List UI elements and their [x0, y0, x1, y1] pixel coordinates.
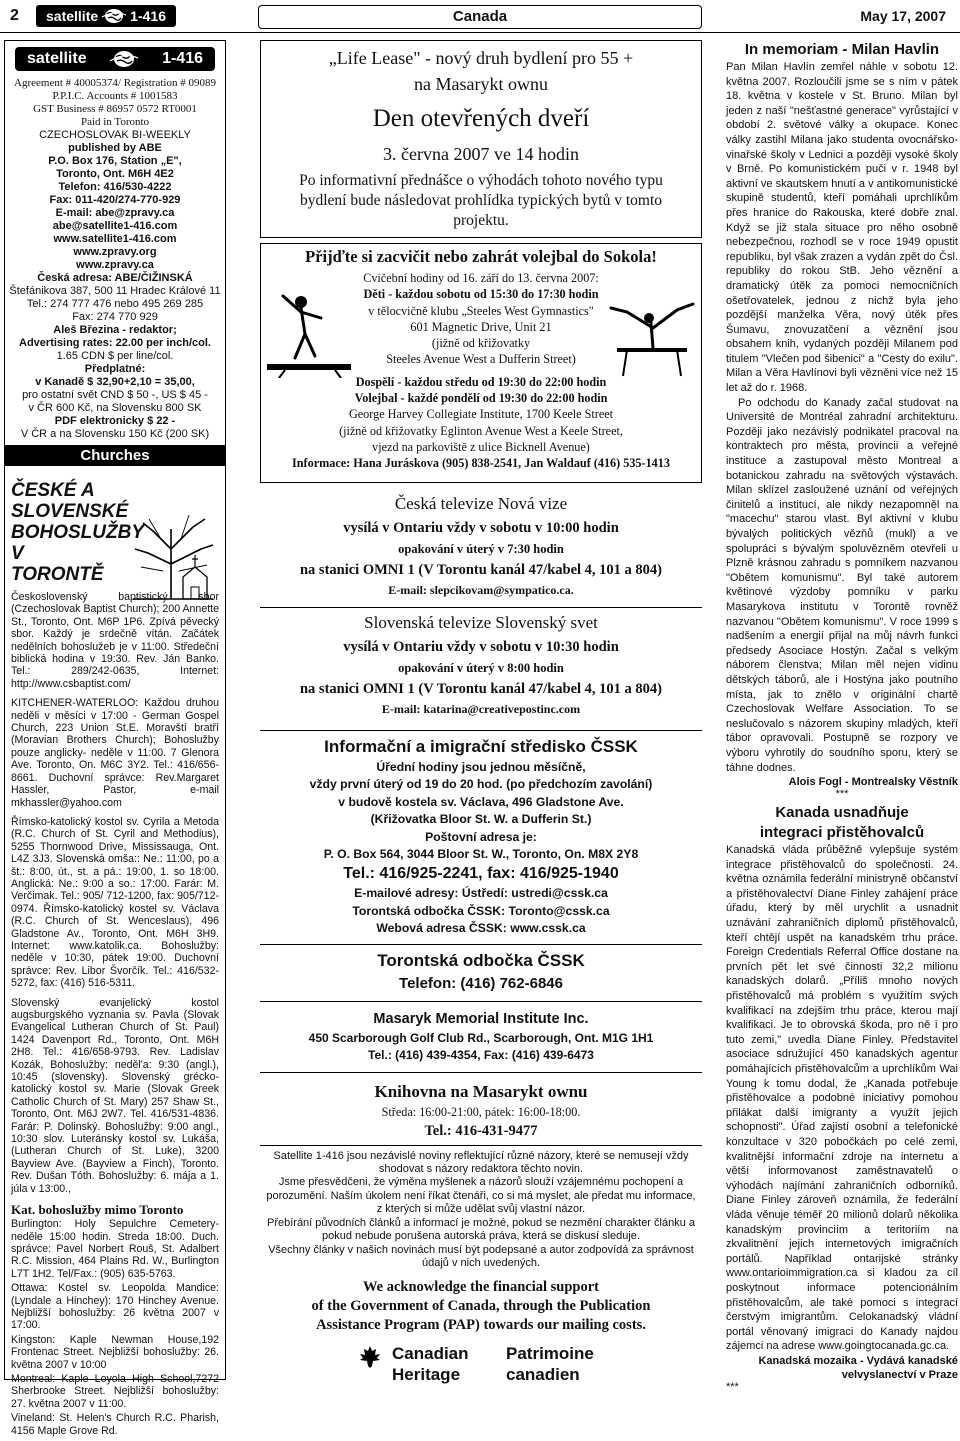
life-lease-box: [260, 40, 702, 238]
life-lease-date: 3. června 2007 ve 14 hodin: [383, 144, 579, 164]
immigration-text: [726, 843, 958, 1354]
cssk-box: [260, 730, 702, 938]
sokol-line-3: 601 Magnetic Drive, Unit 21: [410, 319, 552, 334]
cssk-line-0: Úřední hodiny jsou jednou měsíčně,: [376, 760, 586, 774]
slovak-tv-line3: na stanici OMNI 1 (V Torontu kanál 47/kabel 4, 101 a 804): [299, 681, 663, 697]
masthead-line-6: P.O. Box 176, Station „E",: [48, 155, 182, 167]
heritage-en-1: Canadian: [392, 1344, 469, 1364]
church-entry-1: KITCHENER-WATERLOO: Každou druhou neděli v měsíci v 17:00 - German Gospel Church, 223 Union St.E. Moravští bratří (Moravian Brothers Church); Bohoslužby pouze anglicky- neděle v 11:00. 7 Glenora Ave. Toronto, On. M6C 3Y2. Tel.: 416/656-8661. Duchovní správce: Rev.Margaret Hassler, Pastor, e-mail mkhassler@yahoo.com: [11, 697, 219, 809]
masthead-line-15: Česká adresa: ABE/ČIŽINSKÁ: [37, 272, 193, 284]
acknowledgement: [260, 1278, 702, 1335]
life-lease-title1: „Life Lease" - nový druh bydlení pro 55 +: [328, 48, 634, 68]
life-lease-headline: Den otevřených dveří: [372, 105, 590, 132]
page-header: [0, 0, 960, 34]
masthead-line-20: Advertising rates: 22.00 per inch/col.: [19, 337, 211, 349]
masthead-line-24: pro ostatní svět CND $ 50 -, US $ 45 -: [22, 389, 208, 401]
cssk-contact-1: Torontská odbočka ČSSK: Toronto@cssk.ca: [352, 903, 610, 918]
sokol-line-4: (jižně od křižovatky: [431, 336, 531, 351]
globe-icon: [109, 50, 139, 68]
toronto-cssk-tel: Telefon: (416) 762-6846: [399, 974, 563, 992]
sokol-adult-line-0: Dospělí - každou středu od 19:30 do 22:00 hodin: [355, 374, 607, 389]
independence-line-1: Jsme přesvědčeni, že výměna myšlenek a názorů slouží vzájemnému pochopení a porozumění. Naším úkolem není říkat čtenáři, co si má myslet, ale předat mu informace, z kterých si může udělat svůj vlastní názor.: [266, 1176, 696, 1216]
masthead-info: [5, 77, 225, 441]
masthead-line-16: Štefánikova 387, 500 11 Hradec Králové 11: [9, 285, 221, 297]
masthead-line-2: GST Business # 86957 0572 RT0001: [33, 103, 197, 115]
cssk-line-4: Poštovní adresa je:: [425, 829, 537, 844]
heritage-en-2: Heritage: [392, 1365, 461, 1385]
masaryk-address: 450 Scarborough Golf Club Rd., Scarborough, Ont. M1G 1H1: [308, 1030, 654, 1045]
cssk-line-2: v budově kostela sv. Václava, 496 Gladstone Ave.: [338, 794, 624, 809]
masthead-logo: [15, 47, 215, 71]
churches-title-line-2: BOHOSLUŽBY: [11, 522, 144, 543]
sokol-line-2: v tělocvičně klubu „Steeles West Gymnastics": [368, 303, 594, 318]
masthead-line-17: Tel.: 274 777 476 nebo 495 269 285: [26, 298, 204, 310]
masthead-line-7: Toronto, Ont. M6H 4E2: [56, 168, 174, 180]
kat-entry-3: Montreal: Kaple Loyola High School,7272 Sherbrooke Street. Nejbližší bohoslužby: 27. května 2007 v 11:00.: [11, 1372, 219, 1410]
header-logo-right: 1-416: [130, 8, 166, 24]
gymnast-right-illustration: [607, 288, 697, 378]
sokol-adult-line-5: Informace: Hana Juráskova (905) 838-2541, Jan Waldauf (416) 535-1413: [292, 456, 670, 471]
czech-tv-title: Česká televize Nová vize: [394, 494, 568, 513]
churches-list: [5, 589, 225, 1441]
cssk-title: Informační a imigrační středisko ČSSK: [324, 737, 638, 756]
masthead-line-18: Fax: 274 770 929: [72, 311, 158, 323]
center-column: [260, 40, 702, 1391]
czech-tv-line2: opakování v úterý v 7:30 hodin: [398, 542, 564, 556]
masthead-line-13: www.zpravy.org: [73, 246, 157, 258]
cssk-line-1: vždy první úterý od 19 do 20 hod. (po předchozím zavolání): [309, 777, 653, 792]
masthead-line-5: published by ABE: [68, 142, 162, 154]
kat-title: Kat. bohoslužby mimo Toronto: [11, 1202, 184, 1218]
masaryk-box: [260, 1001, 702, 1064]
masthead-line-27: V ČR a na Slovensku 150 Kč (200 SK): [20, 428, 210, 440]
globe-icon: [101, 8, 127, 24]
immigration-title: Kanada usnadňuje integraci přistěhovalců: [759, 804, 925, 842]
masthead-line-22: Předplatné:: [84, 363, 146, 375]
masthead-line-12: www.satellite1-416.com: [53, 233, 177, 245]
memoriam-title: In memoriam - Milan Havlin: [744, 41, 940, 58]
issue-date: May 17, 2007: [860, 8, 946, 24]
church-entry-2: Římsko-katolický kostol sv. Cyrila a Metoda (R.C. Church of St. Cyril and Methodius), 5255 Thornwood Drive, Mississauga, Ont. L4Z 3J3. Slovenská omša:: Ne.: 11:00, po a št.: 8:00, út., st. a pá.: 19:00, 1. so 18:00. Anglická: Ne.: 9:00 a so.: 17:00. Farár: M. Verčimak. Tel.: 905/ 712-1200, fax: 905/712-0974. Římsko-katolický kostel sv. Václava (R.C. Church of St. Wenceslaus), 496 Gladstone Av., Toronto, Ont. M6H 3H9. Internet: www.katolik.ca. Bohoslužby: neděle v 10:30, pátek 19:00. Duchovní správce: Rev. Libor Švorčík. Tel.: 416/532-5272, fax: (416) 516-5311.: [11, 815, 219, 990]
slovak-tv-line2: opakování v úterý v 8:00 hodin: [398, 661, 564, 675]
sokol-adult-line-2: George Harvey Collegiate Institute, 1700 Keele Street: [348, 407, 614, 422]
cssk-contact-0: E-mailové adresy: Ústředí: ustredi@cssk.ca: [354, 886, 608, 901]
masthead-line-14: www.zpravy.ca: [76, 259, 154, 271]
churches-title: [5, 472, 144, 585]
sokol-line-5: Steeles Avenue West a Dufferin Street): [386, 352, 576, 367]
slovak-tv-line1: vysílá v Ontariu vždy v sobotu v 10:30 hodin: [343, 639, 619, 655]
page-number: 2: [10, 7, 19, 24]
life-lease-text: Po informativní přednášce o výhodách tohoto nového typu bydlení bude následovat prohlídka typických bytů v tomto projektu.: [299, 172, 663, 229]
library-box: [260, 1072, 702, 1141]
cssk-line-5: P. O. Box 564, 3044 Bloor St. W., Toronto, On. M8X 2Y8: [323, 847, 639, 862]
czech-tv-line3: na stanici OMNI 1 (V Torontu kanál 47/kabel 4, 101 a 804): [299, 562, 663, 578]
gymnast-left-illustration: [265, 288, 355, 378]
toronto-cssk-title: Torontská odbočka ČSSK: [377, 950, 585, 970]
left-column: [4, 40, 226, 1437]
heritage-fr-1: Patrimoine: [506, 1344, 594, 1364]
life-lease-title2: na Masarykt ownu: [414, 74, 548, 94]
church-entry-0: Československý baptistický sbor (Czechoslovak Baptist Church); 200 Annette St., Toronto, Ont. M6P 1P6. Zpívá pěvecký sbor. Každý je srdečně vítán. Začátek nedělních bohoslužeb je v 11:00. Středeční biblická hodina v 19:30. Rev. Ján Banko. Tel.: 289/242-0635, Internet: http://www.csbaptist.com/: [11, 591, 219, 690]
masthead-line-25: v ČR 600 Kč, na Slovensku 800 SK: [28, 402, 202, 414]
masthead-line-23: v Kanadě $ 32,90+2,10 = 35,00,: [35, 376, 195, 388]
library-title: Knihovna na Masarykt ownu: [374, 1081, 588, 1101]
sokol-adults: [261, 374, 701, 472]
sokol-box: [260, 243, 702, 483]
masthead-line-9: Fax: 011-420/274-770-929: [49, 194, 181, 206]
sokol-adult-line-1: Volejbal - každé pondělí od 19:30 do 22:00 hodin: [354, 391, 608, 406]
churches-bar: Churches: [5, 445, 225, 466]
sokol-adult-line-3: (jižně od křižovatky Eglinton Avenue West a Keele Street,: [339, 423, 623, 438]
masaryk-tel: Tel.: (416) 439-4354, Fax: (416) 439-6473: [368, 1047, 594, 1062]
immigration-stars: ***: [726, 1380, 739, 1393]
sokol-title: Přijďte si zacvičit nebo zahrát volejbal do Sokola!: [305, 247, 657, 266]
masthead-logo-right: 1-416: [162, 50, 203, 67]
immigration-author-2: velvyslanectví v Praze: [841, 1368, 958, 1381]
ack-line1: We acknowledge the financial support: [362, 1279, 600, 1296]
canadian-heritage-logo: [260, 1341, 702, 1391]
sokol-line-1: Děti - každou sobotu od 15:30 do 17:30 hodin: [363, 287, 599, 302]
masthead-line-19: Aleš Březina - redaktor;: [53, 324, 177, 336]
cssk-line-3: (Křižovatka Bloor St. W. a Dufferin St.): [370, 812, 592, 827]
heritage-fr-2: canadien: [506, 1365, 580, 1385]
ack-line3: Assistance Program (PAP) towards our mailing costs.: [316, 1317, 646, 1334]
right-column: [726, 40, 958, 1392]
sokol-adult-line-4: vjezd na parkoviště z ulice Bicknell Avenue): [372, 439, 590, 454]
independence-line-3: Všechny články v našich novinách musí být podepsané a autor zodpovídá za správnost údajů v nich uvedených.: [268, 1243, 694, 1269]
memoriam-stars: ***: [835, 788, 849, 801]
library-hours: Středa: 16:00-21:00, pátek: 16:00-18:00.: [381, 1104, 581, 1119]
maple-leaf-icon: [358, 1345, 382, 1369]
masthead-logo-left: satellite: [27, 50, 87, 67]
masthead-line-1: P.P.I.C. Accounts # 1001583: [52, 90, 178, 102]
immigration-paragraph-0: Kanadská vláda průběžně vylepšuje systém integrace přistěhovalců do společnosti. 24. května oznámila federální ministryně občanství a přistěhovalectví Diane Finley zahájení práce úřadu, který by měl urychlit a usnadnit uznávání zahraničních diplomů přistěhovalců, kteří chtějí uspět na kanadském trhu práce. Foreign Credentials Referral Office dostane na prvních pět let své činnosti 32,2 milionu kanadských dolarů. „Příliš mnoho nových přistěhovalců má problém s využitím svých kvalifikací na zdejším trhu práce, kterou mají kvalifikaci. Je to obrovská škoda, pro ně i pro tuto zemi," uvedla Diane Finley. Představitel asociace sdružující 450 kanadských agentur pomáhajících přistěhovalcům a uprchlíkům Wai Young k tomu dodal, že „Kanada potřebuje přistěhovalce a podobné iniciativy pomohou přilákat další imigranty a využít jejich schopnosti". Úřad zajistí osobní a telefonické konzultace v 320 pobočkách po celé zemi, kvalitnější informační zdroje na internetu a větší informovanost zaměstnavatelů o výhodách najímání zahraničních odborníků. Diane Finley zároveň oznámila, že federální vláda věnuje téměř 20 milionů dolarů několika kanadským provinciím a teritoriím na zkvalitnění jejich internetových imigračních portálů. Například ontarijské stránky www.ontarioimmigration.ca si kladou za cíl poskytnout informace potencionálním přistěhovalcům, ale také pomoci s integrací čerstvým imigrantům. Celokanadský vládní portál věnovaný imigraci do Kanady najdou zájemci na adrese www.goingtocanada.gc.ca.: [726, 844, 958, 1353]
heritage-fr: [506, 1343, 594, 1385]
memoriam-paragraph-0: Pan Milan Havlín zemřel náhle v sobotu 12. května 2007. Rozloučili jsme se s ním v pátek 18. května v kostele v St. Bruno. Milan byl jeden z naší "nešťastné generace" vyrůstající v období 2. světové války a okupace. Konec války zastihl Milana jako studenta ovocnářsko-vinařské školy v Lednici a později vysoké školy v Brně. Po komunistickém puči v r. 1948 byl aktivní ve skautskem hnutí a v antikomunistické skupině studentů, kteří pomáhali uprchlíkům přes hranice do Rakouska, které dobře znal. Když se již stala situace pro něho osobně nebezpečnou, rozhodl se v roce 1949 opustit republiku, byl však zrazen a vydán zpět do Čsl. republiky do rokou StB. Jeho věznění a dramatický útěk za pomoci nemocničních ošetřovatelek, jednou z nichž byla jeho pozdější manželka Věra, nový útěk přes Šumavu, znovuzatčení a věznění jsou obsahem knih, vydaných později Milanem pod titulem "Vlečen pod šibenici" a "Cesty do exilu". Milan a Věra Havlínovi byli vězněni více než 15 let až do r. 1968.: [726, 61, 958, 395]
churches-title-line-3: V TORONTĚ: [11, 543, 104, 585]
kat-entry-0: Burlington: Holy Sepulchre Cemetery- neděle 15:00 hodin. Streda 18:00. Duch. správce: Pavel Norbert Rouš, St. Adalbert R.C. Mission, 464 Plains Rd. W., Burlington L7T 1H2. Tel/Fax.: (905) 635-5763.: [11, 1218, 219, 1280]
header-logo-left: satellite: [46, 8, 99, 24]
cssk-info: [260, 759, 702, 863]
independence-line-2: Přebírání původních článků a informací je možné, pokud se nezmění charakter článku a pokud nebude porušena autorská práva, která se diskusí sleduje.: [266, 1216, 695, 1243]
masthead-line-4: CZECHOSLOVAK BI-WEEKLY: [39, 129, 191, 141]
cssk-tel: Tel.: 416/925-2241, fax: 416/925-1940: [343, 865, 619, 883]
czech-tv-box: [260, 491, 702, 599]
cssk-contacts: [260, 885, 702, 937]
churches-title-line-1: SLOVENSKÉ: [11, 501, 129, 522]
memoriam-text: [726, 60, 958, 775]
czech-tv-line1: vysílá v Ontariu vždy v sobotu v 10:00 hodin: [343, 520, 619, 536]
heritage-en: [392, 1343, 469, 1385]
masaryk-title: Masaryk Memorial Institute Inc.: [373, 1010, 589, 1027]
masthead-line-26: PDF elektronicky $ 22 -: [54, 415, 176, 427]
memoriam-paragraph-1: Po odchodu do Kanady začal studovat na Université de Montréal zahradní architekturu. Později jako nezávislý podnikatel pracoval na kontraktech pro města, provincii a veřejné instituce a zastupoval město Montreal a botanickou zahradu na světových výstavách. Milan sklízel zasloužené uznání od veřejných činitelů a institucí, ale nikdy nezapomněl na "macechu" starou vlast. Byl aktivní v klubu bývalých politických vězňů (mukl) a ve spolupráci s bývalým spoluvězněm otevřeli u Plzně krásnou zahradu s pomníkem nazvanou "Obětem komunismu". Byl také autorem květinové výzdoby pomníku v parku Masarykova institutu v Torontě rovněž nazvanou "Obětem komunismu". V roce 1999 s nadšením a energií přijal na můj návrh funkci předsedy Asociace Hostýn. Začal s velkým náborem členstva; Milan měl nejen vidinu dětských táborů, ale i Hostýna jako poutního místa, jak to znělo v originální chartě Czechoslovak Welfare Association. To se neslučovalo s názorem skupiny mladých, kteří tábor opravovali. Postupně se rozpory ve výboru vyhrotily do soudního sporu, který se táhne dodnes.: [726, 396, 958, 774]
cssk-contact-2: Webová adresa ČSSK: www.cssk.ca: [376, 921, 586, 936]
kat-entry-2: Kingston: Kaple Newman House,192 Frontenac Street. Nejbližší bohoslužby: 26. května 2007 v 10:00: [11, 1333, 219, 1371]
czech-tv-email: E-mail: slepcikovam@sympatico.ca.: [388, 583, 574, 597]
immigration-author-1: Kanadská mozaika - Vydává kanadské: [758, 1354, 958, 1367]
header-logo: [36, 5, 176, 27]
masthead-line-11: abe@satellite1-416.com: [52, 220, 178, 232]
masthead-line-3: Paid in Toronto: [80, 116, 150, 128]
section-title: Canada: [258, 5, 702, 29]
header-rule: [0, 32, 960, 33]
kat-entry-4: Vineland: St. Helen's Church R.C. Pharish, 4156 Maple Grove Rd.: [11, 1412, 219, 1437]
masthead-line-0: Agreement # 40005374/ Registration # 09089: [14, 77, 216, 89]
library-tel: Tel.: 416-431-9477: [424, 1122, 538, 1139]
toronto-cssk-box: [260, 944, 702, 995]
memoriam-author: Alois Fogl - Montrealsky Věstník: [788, 776, 958, 789]
masthead-line-21: 1.65 CDN $ per line/col.: [56, 350, 174, 362]
slovak-tv-box: [260, 607, 702, 718]
sokol-line-0: Cvičební hodiny od 16. září do 13. června 2007:: [363, 271, 599, 285]
kat-entry-1: Ottawa: Kostel sv. Leopolda Mandice: (Lyndale a Hinchey): 170 Hinchey Avenue. Nejbližší bohoslužby: 26 května 2007 v 17:00.: [11, 1282, 219, 1332]
church-entry-3: Slovenský evanjelický kostol augsburgského vyznania sv. Pavla (Slovak Evangelical Lutheran Church of St. Paul) 1424 Davenport Rd., Toronto, Ont. M6H 2H8. Tel.: 416/658-9793. Rev. Ladislav Kozák, Bohoslužby: neděl'a: 9:30 (angl.), 10:45 (slovensky). Slovenský grécko-katolický kostol sv. Marie (Slovak Greek Catholic Church of St. Mary) 257 Shaw St., Toronto, Ont. M6J 2W7. Tel. 416/531-4836. Farár: P. Dolinský. Bohoslužby: 9:00 angl., 10:30 slov. Luteránsky kostol sv. Lukáša, (Lutheran Church of St. Luke), 3200 Bayview Ave. (Bayview a Finch), Toronto. Rev. Dušan Tóth. Bohoslužby: 6. mája a 1. júla v 13:00.,: [11, 996, 219, 1195]
masthead-line-10: E-mail: abe@zpravy.ca: [55, 207, 175, 219]
slovak-tv-email: E-mail: katarina@creativepostinc.com: [381, 702, 581, 716]
slovak-tv-title: Slovenská televize Slovenský svet: [364, 613, 598, 632]
masthead-line-8: Telefon: 416/530-4222: [58, 181, 172, 193]
ack-line2: of the Government of Canada, through the Publication: [311, 1298, 651, 1315]
independence-statement: [260, 1145, 702, 1271]
independence-line-0: Satellite 1-416 jsou nezávislé noviny reflektující různé názory, které se nemusejí vždy shodovat s názory redaktora těchto novin.: [273, 1149, 689, 1176]
churches-title-line-0: ČESKÉ A: [11, 480, 95, 501]
